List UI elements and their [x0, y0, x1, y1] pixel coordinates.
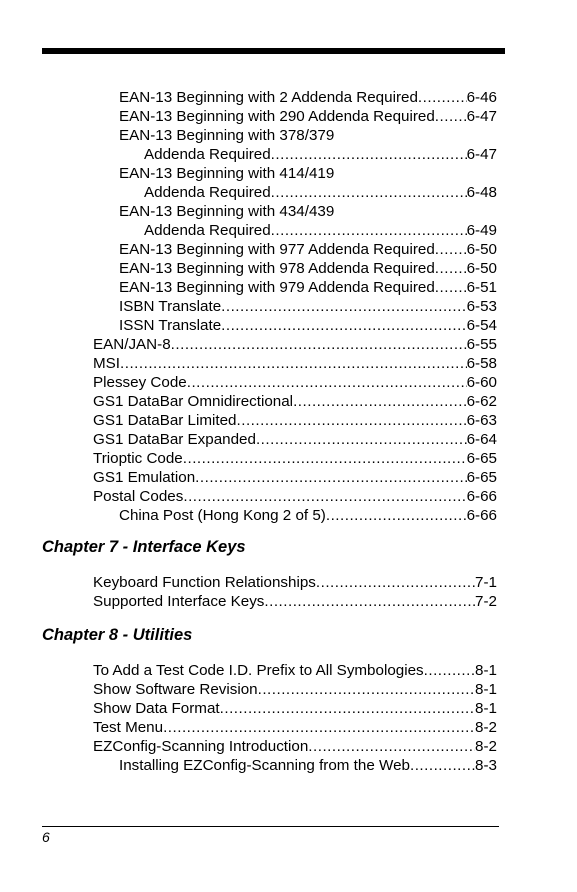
toc-entry-page: 6-60 [466, 374, 497, 391]
leader-dots [271, 183, 467, 202]
toc-entry-page: 8-3 [475, 757, 497, 774]
toc-entry[interactable] [119, 259, 497, 278]
chapter-heading[interactable]: Chapter 7 - Interface Keys [42, 538, 246, 556]
toc-entry-title: GS1 DataBar Omnidirectional [93, 393, 294, 410]
toc-entry-heading: EAN-13 Beginning with 414/419 [119, 165, 335, 182]
leader-dots [221, 297, 466, 316]
toc-entry-title: GS1 Emulation [93, 469, 196, 486]
toc-entry[interactable] [93, 392, 497, 411]
leader-dots [237, 411, 467, 430]
toc-entry[interactable] [144, 221, 497, 240]
leader-dots [316, 573, 475, 592]
toc-entry-title: GS1 DataBar Expanded [93, 431, 256, 448]
toc-entry[interactable] [93, 335, 497, 354]
toc-entry-title: Keyboard Function Relationships [93, 574, 316, 591]
leader-dots [187, 373, 467, 392]
toc-entry[interactable] [93, 449, 497, 468]
leader-dots [256, 430, 467, 449]
toc-entry-title: EZConfig-Scanning Introduction [93, 738, 309, 755]
toc-entry-page: 6-46 [466, 89, 497, 106]
toc-entry[interactable] [119, 316, 497, 335]
leader-dots [183, 449, 467, 468]
toc-entry[interactable] [93, 373, 497, 392]
toc-entry-page: 6-66 [466, 488, 497, 505]
leader-dots [221, 316, 466, 335]
toc-entry[interactable] [119, 297, 497, 316]
leader-dots [195, 468, 466, 487]
toc-entry-page: 6-47 [466, 108, 497, 125]
toc-entry-page: 6-49 [466, 222, 497, 239]
toc-entry-page: 6-51 [466, 279, 497, 296]
toc-entry-page: 8-2 [475, 719, 497, 736]
toc-entry-title: ISBN Translate [119, 298, 222, 315]
leader-dots [220, 699, 475, 718]
toc-entry-title: To Add a Test Code I.D. Prefix to All Symbologies [93, 662, 424, 679]
toc-entry-page: 6-54 [466, 317, 497, 334]
toc-entry-page: 6-48 [466, 184, 497, 201]
toc-entry-title: EAN-13 Beginning with 978 Addenda Required [119, 260, 435, 277]
leader-dots [264, 592, 475, 611]
toc-entry[interactable] [93, 661, 497, 680]
toc-entry-page: 7-2 [475, 593, 497, 610]
toc-entry[interactable] [93, 680, 497, 699]
toc-entry-page: 6-50 [466, 260, 497, 277]
toc-entry-title: Trioptic Code [93, 450, 183, 467]
toc-entry-title: EAN/JAN-8 [93, 336, 171, 353]
toc-entry-title: EAN-13 Beginning with 979 Addenda Required [119, 279, 435, 296]
leader-dots [435, 107, 467, 126]
toc-entry-page: 6-62 [466, 393, 497, 410]
leader-dots [435, 240, 467, 259]
toc-entry-page: 8-1 [475, 681, 497, 698]
toc-entry[interactable] [144, 183, 497, 202]
toc-entry-page: 8-1 [475, 662, 497, 679]
toc-entry-page: 6-65 [466, 450, 497, 467]
leader-dots [435, 278, 467, 297]
toc-entry[interactable] [119, 240, 497, 259]
leader-dots [424, 661, 475, 680]
toc-entry[interactable] [93, 592, 497, 611]
toc-entry[interactable] [119, 506, 497, 525]
toc-entry[interactable] [93, 430, 497, 449]
page-number: 6 [42, 829, 50, 845]
toc-entry-title: Supported Interface Keys [93, 593, 265, 610]
toc-entry[interactable] [93, 699, 497, 718]
toc-entry-title: EAN-13 Beginning with 977 Addenda Required [119, 241, 435, 258]
toc-entry[interactable] [119, 88, 497, 107]
toc-entry[interactable] [93, 718, 497, 737]
toc-entry-heading: EAN-13 Beginning with 434/439 [119, 203, 335, 220]
toc-entry[interactable] [93, 468, 497, 487]
toc-entry-page: 6-47 [466, 146, 497, 163]
toc-entry-heading: EAN-13 Beginning with 378/379 [119, 127, 335, 144]
leader-dots [271, 221, 467, 240]
leader-dots [418, 88, 467, 107]
toc-entry-title: EAN-13 Beginning with 290 Addenda Required [119, 108, 435, 125]
leader-dots [258, 680, 475, 699]
leader-dots [183, 487, 466, 506]
toc-entry-page: 6-65 [466, 469, 497, 486]
leader-dots [171, 335, 467, 354]
toc-entry[interactable] [93, 487, 497, 506]
leader-dots [271, 145, 467, 164]
footer-rule [42, 826, 499, 827]
leader-dots [120, 354, 467, 373]
toc-entry[interactable] [93, 354, 497, 373]
toc-entry-title: GS1 DataBar Limited [93, 412, 237, 429]
toc-entry[interactable] [119, 756, 497, 775]
toc-entry-title: Addenda Required [144, 146, 271, 163]
leader-dots [326, 506, 467, 525]
toc-entry-page: 7-1 [475, 574, 497, 591]
toc-entry-page: 8-1 [475, 700, 497, 717]
leader-dots [435, 259, 467, 278]
toc-entry-page: 6-66 [466, 507, 497, 524]
toc-entry-page: 8-2 [475, 738, 497, 755]
toc-entry[interactable] [93, 737, 497, 756]
toc-entry-page: 6-58 [466, 355, 497, 372]
toc-entry-title: Postal Codes [93, 488, 184, 505]
leader-dots [293, 392, 467, 411]
toc-entry-title: China Post (Hong Kong 2 of 5) [119, 507, 326, 524]
leader-dots [410, 756, 475, 775]
toc-entry-title: Addenda Required [144, 184, 271, 201]
toc-entry-title: Test Menu [93, 719, 164, 736]
toc-entry-title: Show Software Revision [93, 681, 258, 698]
toc-entry[interactable] [119, 107, 497, 126]
toc-entry-title: Addenda Required [144, 222, 271, 239]
toc-entry-page: 6-53 [466, 298, 497, 315]
toc-entry-page: 6-64 [466, 431, 497, 448]
toc-entry-page: 6-55 [466, 336, 497, 353]
toc-entry-page: 6-63 [466, 412, 497, 429]
leader-dots [163, 718, 475, 737]
leader-dots [308, 737, 475, 756]
toc-entry[interactable] [93, 573, 497, 592]
toc-entry[interactable] [119, 278, 497, 297]
toc-entry-title: MSI [93, 355, 121, 372]
header-rule [42, 48, 505, 54]
toc-entry-title: Show Data Format [93, 700, 220, 717]
toc-entry-page: 6-50 [466, 241, 497, 258]
toc-entry[interactable] [144, 145, 497, 164]
chapter-heading[interactable]: Chapter 8 - Utilities [42, 626, 193, 644]
toc-entry[interactable] [93, 411, 497, 430]
toc-entry-title: EAN-13 Beginning with 2 Addenda Required [119, 89, 418, 106]
toc-entry-title: Installing EZConfig-Scanning from the Web [119, 757, 410, 774]
toc-entry-title: Plessey Code [93, 374, 187, 391]
toc-entry-title: ISSN Translate [119, 317, 222, 334]
